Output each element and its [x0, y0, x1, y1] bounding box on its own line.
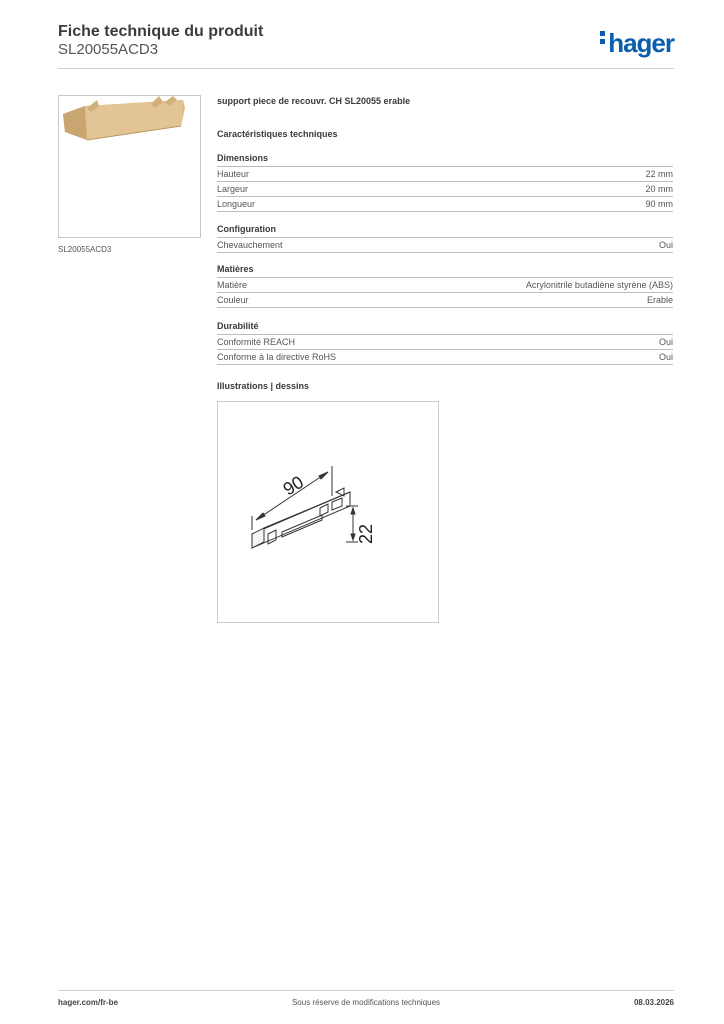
dimension-drawing-icon [218, 402, 438, 622]
logo-text: hager [608, 28, 674, 58]
spec-row [217, 197, 673, 212]
spec-row [217, 293, 673, 308]
product-image-caption: SL20055ACD3 [58, 245, 112, 254]
section-title: Configuration [217, 224, 673, 238]
section-dimensions [217, 153, 673, 212]
spec-label: Largeur [217, 184, 249, 194]
technical-content [217, 96, 673, 391]
spec-row [217, 182, 673, 197]
section-durability [217, 321, 673, 365]
spec-label: Longueur [217, 199, 256, 209]
section-materials [217, 264, 673, 308]
spec-value: Oui [658, 352, 673, 362]
spec-value: Oui [658, 240, 673, 250]
footer-date: 08.03.2026 [633, 998, 674, 1007]
spec-row [217, 350, 673, 365]
product-reference: SL20055ACD3 [58, 41, 159, 58]
page-title: Fiche technique du produit [58, 23, 264, 40]
length-dimension-label: 90 [279, 471, 308, 500]
section-title: Dimensions [217, 153, 673, 167]
section-title: Durabilité [217, 321, 673, 335]
product-image [58, 95, 201, 238]
hager-logo [600, 28, 674, 59]
product-description: support piece de recouvr. CH SL20055 erable [217, 96, 411, 106]
spec-label: Conformité REACH [217, 337, 296, 347]
spec-value: 22 mm [645, 169, 673, 179]
height-dimension-label: 22 [356, 523, 376, 544]
section-title: Matières [217, 264, 673, 278]
spec-row [217, 167, 673, 182]
spec-label: Conforme à la directive RoHS [217, 352, 337, 362]
spec-row [217, 278, 673, 293]
product-photo-icon [59, 96, 200, 237]
characteristics-heading: Caractéristiques techniques [217, 129, 338, 139]
illustrations-heading: Illustrations | dessins [217, 381, 310, 391]
spec-value: Acrylonitrile butadiène styrène (ABS) [525, 280, 673, 290]
spec-value: Oui [658, 337, 673, 347]
footer-website-link[interactable]: hager.com/fr-be [58, 998, 119, 1007]
spec-value: Erable [646, 295, 673, 305]
logo-dots-icon [600, 31, 605, 47]
spec-label: Couleur [217, 295, 249, 305]
spec-row [217, 335, 673, 350]
spec-value: 20 mm [645, 184, 673, 194]
footer-divider [58, 990, 674, 991]
spec-label: Chevauchement [217, 240, 283, 250]
header-divider [58, 68, 674, 69]
spec-row [217, 238, 673, 253]
footer-disclaimer: Sous réserve de modifications techniques [291, 998, 441, 1007]
page-header [58, 22, 674, 59]
spec-label: Matière [217, 280, 248, 290]
spec-value: 90 mm [645, 199, 673, 209]
technical-drawing [217, 401, 439, 623]
section-configuration [217, 224, 673, 253]
spec-label: Hauteur [217, 169, 250, 179]
